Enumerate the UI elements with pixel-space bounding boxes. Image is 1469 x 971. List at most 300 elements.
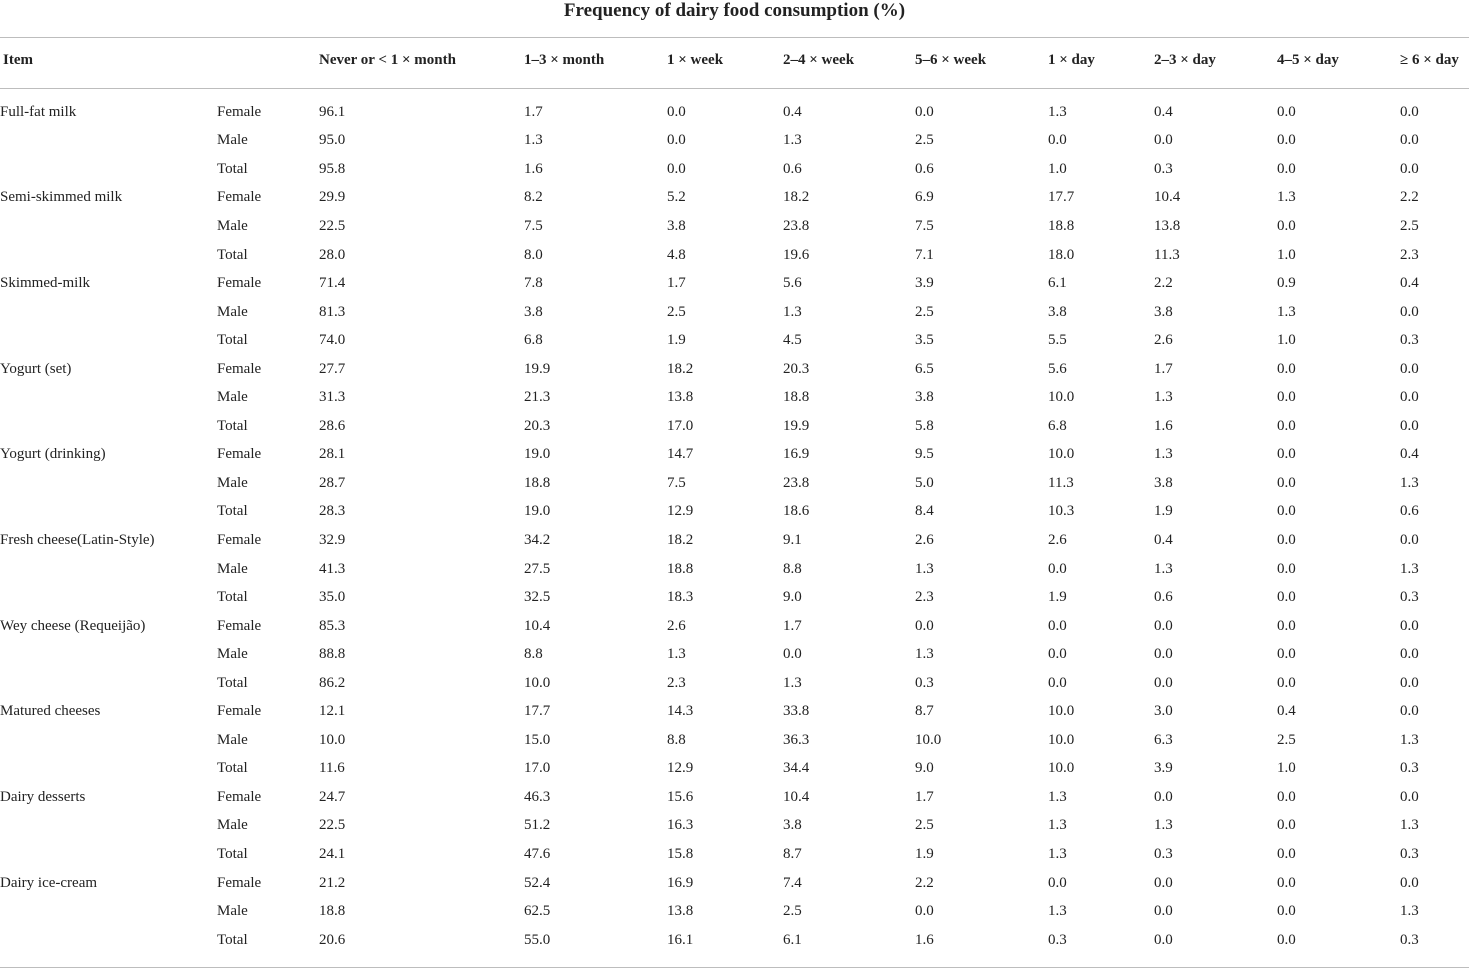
table-row [0, 241, 1469, 270]
table-row [0, 498, 1469, 527]
item-name [0, 155, 217, 184]
value-cell: 0.0 [1400, 703, 1419, 720]
value-cell: 16.9 [667, 874, 694, 891]
value-cell: 0.3 [915, 674, 934, 691]
value-cell: 18.2 [667, 531, 694, 548]
sex-label: Female [217, 189, 262, 206]
value-cell: 1.6 [524, 160, 543, 177]
value-cell: 1.0 [1048, 160, 1067, 177]
value-cell: 18.8 [319, 903, 346, 920]
table-row [0, 526, 1469, 555]
table-row [0, 184, 1469, 213]
item-name [0, 897, 217, 926]
sex-label: Total [217, 160, 248, 177]
item-name [0, 755, 217, 784]
value-cell: 2.2 [1154, 275, 1173, 292]
value-cell: 0.4 [1400, 446, 1419, 463]
value-cell: 2.5 [1400, 217, 1419, 234]
value-cell: 0.0 [1400, 674, 1419, 691]
value-cell: 16.1 [667, 931, 694, 948]
value-cell: 0.0 [915, 903, 934, 920]
table-row [0, 812, 1469, 841]
value-cell: 1.7 [915, 788, 934, 805]
consumption-table [0, 98, 1469, 954]
table-row [0, 155, 1469, 184]
table-row [0, 926, 1469, 955]
value-cell: 1.9 [1048, 589, 1067, 606]
item-name: Wey cheese (Requeijão) [0, 617, 146, 634]
value-cell: 12.9 [667, 503, 694, 520]
table-row [0, 697, 1469, 726]
value-cell: 6.1 [1048, 275, 1067, 292]
item-name: Yogurt (drinking) [0, 446, 106, 463]
value-cell: 1.3 [783, 674, 802, 691]
item-name: Dairy ice-cream [0, 874, 98, 891]
sex-label: Female [217, 703, 262, 720]
value-cell: 0.0 [1048, 646, 1067, 663]
value-cell: 24.7 [319, 788, 346, 805]
value-cell: 6.8 [1048, 417, 1067, 434]
value-cell: 18.2 [667, 360, 694, 377]
value-cell: 0.0 [1277, 646, 1296, 663]
value-cell: 0.0 [1400, 303, 1419, 320]
item-name [0, 583, 217, 612]
value-cell: 28.3 [319, 503, 346, 520]
value-cell: 17.0 [667, 417, 694, 434]
value-cell: 1.3 [1400, 817, 1419, 834]
value-cell: 8.8 [667, 731, 686, 748]
table-row [0, 726, 1469, 755]
value-cell: 0.0 [915, 103, 934, 120]
value-cell: 18.8 [667, 560, 694, 577]
value-cell: 0.6 [1154, 589, 1173, 606]
value-cell: 0.0 [1277, 474, 1296, 491]
value-cell: 9.0 [783, 589, 802, 606]
value-cell: 35.0 [319, 589, 346, 606]
value-cell: 0.0 [667, 103, 686, 120]
sex-label: Male [217, 474, 248, 491]
value-cell: 17.7 [524, 703, 551, 720]
value-cell: 10.0 [1048, 760, 1075, 777]
value-cell: 19.0 [524, 503, 551, 520]
value-cell: 1.3 [1048, 903, 1067, 920]
value-cell: 1.3 [1048, 817, 1067, 834]
value-cell: 18.3 [667, 589, 694, 606]
value-cell: 6.1 [783, 931, 802, 948]
value-cell: 0.0 [1277, 617, 1296, 634]
value-cell: 21.3 [524, 389, 551, 406]
value-cell: 7.4 [783, 874, 802, 891]
value-cell: 6.3 [1154, 731, 1173, 748]
table-row [0, 783, 1469, 812]
item-name: Skimmed-milk [0, 275, 90, 292]
value-cell: 0.0 [1400, 617, 1419, 634]
value-cell: 0.0 [1400, 788, 1419, 805]
value-cell: 0.0 [1277, 503, 1296, 520]
value-cell: 0.0 [1277, 589, 1296, 606]
value-cell: 0.0 [667, 160, 686, 177]
sex-label: Total [217, 845, 248, 862]
value-cell: 1.0 [1277, 246, 1296, 263]
value-cell: 0.0 [783, 646, 802, 663]
table-row [0, 840, 1469, 869]
table-title: Frequency of dairy food consumption (%) [563, 0, 906, 21]
table-header [0, 50, 1469, 74]
value-cell: 10.0 [915, 731, 942, 748]
value-cell: 0.0 [1154, 788, 1173, 805]
value-cell: 3.8 [667, 217, 686, 234]
value-cell: 12.1 [319, 703, 346, 720]
value-cell: 18.8 [524, 474, 551, 491]
value-cell: 8.4 [915, 503, 934, 520]
value-cell: 1.3 [915, 646, 934, 663]
header-5-6-week: 5–6 × week [915, 52, 987, 68]
value-cell: 0.0 [1400, 389, 1419, 406]
value-cell: 15.6 [667, 788, 694, 805]
value-cell: 1.3 [1400, 560, 1419, 577]
table-row [0, 669, 1469, 698]
bottom-rule [0, 967, 1469, 968]
value-cell: 20.3 [783, 360, 810, 377]
value-cell: 86.2 [319, 674, 346, 691]
item-name [0, 469, 217, 498]
value-cell: 1.3 [1277, 303, 1296, 320]
item-name [0, 640, 217, 669]
table-row [0, 612, 1469, 641]
value-cell: 10.0 [1048, 731, 1075, 748]
value-cell: 1.3 [783, 132, 802, 149]
value-cell: 3.5 [915, 332, 934, 349]
value-cell: 0.0 [1277, 160, 1296, 177]
value-cell: 11.3 [1154, 246, 1180, 263]
value-cell: 11.3 [1048, 474, 1074, 491]
table-row [0, 98, 1469, 127]
table-row [0, 897, 1469, 926]
value-cell: 2.5 [915, 303, 934, 320]
header-2-4-week: 2–4 × week [783, 52, 855, 68]
value-cell: 1.7 [524, 103, 543, 120]
value-cell: 0.0 [1154, 874, 1173, 891]
value-cell: 2.6 [1154, 332, 1173, 349]
value-cell: 0.0 [1277, 560, 1296, 577]
value-cell: 20.3 [524, 417, 551, 434]
value-cell: 1.3 [1400, 731, 1419, 748]
value-cell: 10.4 [1154, 189, 1181, 206]
value-cell: 1.3 [1400, 903, 1419, 920]
value-cell: 0.0 [1154, 617, 1173, 634]
value-cell: 33.8 [783, 703, 810, 720]
header-1-week: 1 × week [667, 52, 724, 68]
value-cell: 9.1 [783, 531, 802, 548]
sex-label: Total [217, 931, 248, 948]
sex-label: Female [217, 788, 262, 805]
sex-label: Total [217, 760, 248, 777]
value-cell: 19.9 [524, 360, 551, 377]
value-cell: 2.5 [783, 903, 802, 920]
value-cell: 0.0 [1277, 931, 1296, 948]
value-cell: 0.0 [1277, 903, 1296, 920]
value-cell: 96.1 [319, 103, 346, 120]
header-never: Never or < 1 × month [319, 52, 456, 68]
item-name [0, 926, 217, 955]
value-cell: 7.5 [667, 474, 686, 491]
table-row [0, 212, 1469, 241]
table-row [0, 869, 1469, 898]
value-cell: 0.0 [1154, 931, 1173, 948]
value-cell: 0.0 [1154, 646, 1173, 663]
value-cell: 19.0 [524, 446, 551, 463]
sex-label: Total [217, 503, 248, 520]
item-name [0, 383, 217, 412]
value-cell: 0.9 [1277, 275, 1296, 292]
item-name [0, 241, 217, 270]
value-cell: 0.0 [1277, 103, 1296, 120]
value-cell: 52.4 [524, 874, 551, 891]
value-cell: 14.3 [667, 703, 694, 720]
value-cell: 62.5 [524, 903, 551, 920]
value-cell: 18.8 [783, 389, 810, 406]
value-cell: 0.3 [1400, 760, 1419, 777]
value-cell: 24.1 [319, 845, 346, 862]
item-name: Yogurt (set) [0, 360, 72, 377]
value-cell: 41.3 [319, 560, 346, 577]
value-cell: 0.0 [1277, 874, 1296, 891]
value-cell: 7.5 [915, 217, 934, 234]
sex-label: Total [217, 246, 248, 263]
item-name [0, 812, 217, 841]
value-cell: 0.3 [1154, 845, 1173, 862]
value-cell: 0.0 [1400, 103, 1419, 120]
value-cell: 10.0 [1048, 389, 1075, 406]
value-cell: 0.4 [783, 103, 802, 120]
value-cell: 2.5 [667, 303, 686, 320]
value-cell: 10.0 [1048, 703, 1075, 720]
value-cell: 0.0 [1277, 817, 1296, 834]
value-cell: 0.0 [1277, 788, 1296, 805]
value-cell: 1.3 [915, 560, 934, 577]
value-cell: 6.9 [915, 189, 934, 206]
value-cell: 95.0 [319, 132, 346, 149]
value-cell: 0.0 [1048, 674, 1067, 691]
sex-label: Total [217, 332, 248, 349]
table-row [0, 412, 1469, 441]
value-cell: 88.8 [319, 646, 346, 663]
item-name [0, 212, 217, 241]
value-cell: 0.0 [1400, 417, 1419, 434]
value-cell: 51.2 [524, 817, 551, 834]
sex-label: Male [217, 817, 248, 834]
value-cell: 22.5 [319, 817, 346, 834]
value-cell: 0.0 [1277, 446, 1296, 463]
item-name: Matured cheeses [0, 703, 101, 720]
item-name: Fresh cheese(Latin-Style) [0, 531, 155, 548]
table-row [0, 555, 1469, 584]
value-cell: 4.5 [783, 332, 802, 349]
value-cell: 7.8 [524, 275, 543, 292]
value-cell: 10.0 [524, 674, 551, 691]
value-cell: 0.3 [1154, 160, 1173, 177]
value-cell: 2.6 [667, 617, 686, 634]
sex-label: Male [217, 217, 248, 234]
value-cell: 34.2 [524, 531, 551, 548]
value-cell: 7.1 [915, 246, 934, 263]
item-name [0, 669, 217, 698]
value-cell: 1.3 [524, 132, 543, 149]
header-2-3-day: 2–3 × day [1154, 52, 1216, 68]
value-cell: 8.8 [783, 560, 802, 577]
value-cell: 20.6 [319, 931, 346, 948]
value-cell: 2.6 [915, 531, 934, 548]
value-cell: 6.8 [524, 332, 543, 349]
value-cell: 0.0 [915, 617, 934, 634]
value-cell: 0.0 [1048, 874, 1067, 891]
value-cell: 1.0 [1277, 760, 1296, 777]
value-cell: 8.0 [524, 246, 543, 263]
sex-label: Male [217, 389, 248, 406]
value-cell: 5.6 [783, 275, 802, 292]
header-1-day: 1 × day [1048, 52, 1095, 68]
value-cell: 4.8 [667, 246, 686, 263]
table-row [0, 640, 1469, 669]
sex-label: Male [217, 646, 248, 663]
value-cell: 18.8 [1048, 217, 1075, 234]
value-cell: 0.0 [667, 132, 686, 149]
value-cell: 1.3 [1154, 389, 1173, 406]
value-cell: 47.6 [524, 845, 551, 862]
value-cell: 34.4 [783, 760, 810, 777]
value-cell: 36.3 [783, 731, 810, 748]
value-cell: 1.3 [1277, 189, 1296, 206]
value-cell: 1.3 [1400, 474, 1419, 491]
value-cell: 8.7 [783, 845, 802, 862]
value-cell: 3.9 [915, 275, 934, 292]
value-cell: 28.7 [319, 474, 346, 491]
value-cell: 2.3 [1400, 246, 1419, 263]
value-cell: 0.0 [1154, 674, 1173, 691]
value-cell: 1.9 [915, 845, 934, 862]
value-cell: 3.8 [1048, 303, 1067, 320]
value-cell: 1.3 [1154, 446, 1173, 463]
value-cell: 27.5 [524, 560, 551, 577]
value-cell: 19.9 [783, 417, 810, 434]
value-cell: 18.0 [1048, 246, 1075, 263]
value-cell: 0.0 [1400, 646, 1419, 663]
value-cell: 0.3 [1400, 332, 1419, 349]
value-cell: 0.3 [1048, 931, 1067, 948]
value-cell: 0.0 [1048, 617, 1067, 634]
table-row [0, 355, 1469, 384]
value-cell: 55.0 [524, 931, 551, 948]
table-body [0, 98, 1469, 954]
value-cell: 0.0 [1277, 674, 1296, 691]
value-cell: 6.5 [915, 360, 934, 377]
value-cell: 10.4 [783, 788, 810, 805]
header-rule [0, 88, 1469, 89]
value-cell: 1.9 [1154, 503, 1173, 520]
sex-label: Female [217, 446, 262, 463]
value-cell: 0.3 [1400, 845, 1419, 862]
value-cell: 13.8 [667, 903, 694, 920]
value-cell: 2.3 [667, 674, 686, 691]
value-cell: 18.2 [783, 189, 810, 206]
value-cell: 17.0 [524, 760, 551, 777]
sex-label: Total [217, 589, 248, 606]
value-cell: 0.0 [1154, 132, 1173, 149]
value-cell: 10.3 [1048, 503, 1075, 520]
value-cell: 16.3 [667, 817, 694, 834]
value-cell: 1.3 [1048, 845, 1067, 862]
value-cell: 0.4 [1154, 103, 1173, 120]
value-cell: 23.8 [783, 474, 810, 491]
value-cell: 0.0 [1400, 531, 1419, 548]
table-row [0, 298, 1469, 327]
header-4-5-day: 4–5 × day [1277, 52, 1339, 68]
value-cell: 1.3 [1048, 788, 1067, 805]
value-cell: 9.0 [915, 760, 934, 777]
item-name [0, 326, 217, 355]
value-cell: 9.5 [915, 446, 934, 463]
value-cell: 10.0 [319, 731, 346, 748]
value-cell: 2.5 [915, 132, 934, 149]
value-cell: 0.0 [1400, 360, 1419, 377]
table-row [0, 127, 1469, 156]
value-cell: 12.9 [667, 760, 694, 777]
table-row [0, 469, 1469, 498]
item-name [0, 498, 217, 527]
value-cell: 13.8 [1154, 217, 1181, 234]
value-cell: 21.2 [319, 874, 346, 891]
value-cell: 1.3 [1154, 560, 1173, 577]
value-cell: 0.0 [1048, 560, 1067, 577]
value-cell: 0.4 [1400, 275, 1419, 292]
table-row [0, 383, 1469, 412]
item-name [0, 127, 217, 156]
value-cell: 1.3 [1154, 817, 1173, 834]
value-cell: 1.9 [667, 332, 686, 349]
value-cell: 18.6 [783, 503, 810, 520]
table-row [0, 326, 1469, 355]
value-cell: 27.7 [319, 360, 346, 377]
value-cell: 13.8 [667, 389, 694, 406]
value-cell: 1.3 [1048, 103, 1067, 120]
table-row [0, 583, 1469, 612]
item-name [0, 726, 217, 755]
value-cell: 46.3 [524, 788, 551, 805]
sex-label: Female [217, 531, 262, 548]
value-cell: 0.3 [1400, 931, 1419, 948]
value-cell: 10.0 [1048, 446, 1075, 463]
value-cell: 2.2 [1400, 189, 1419, 206]
table-row [0, 269, 1469, 298]
sex-label: Female [217, 103, 262, 120]
value-cell: 3.8 [1154, 303, 1173, 320]
value-cell: 28.0 [319, 246, 346, 263]
value-cell: 3.8 [524, 303, 543, 320]
table-row [0, 441, 1469, 470]
item-name: Full-fat milk [0, 103, 77, 120]
value-cell: 0.0 [1400, 160, 1419, 177]
value-cell: 7.5 [524, 217, 543, 234]
value-cell: 19.6 [783, 246, 810, 263]
sex-label: Total [217, 417, 248, 434]
value-cell: 3.8 [915, 389, 934, 406]
value-cell: 74.0 [319, 332, 346, 349]
value-cell: 1.3 [783, 303, 802, 320]
table-row [0, 755, 1469, 784]
value-cell: 0.6 [783, 160, 802, 177]
value-cell: 11.6 [319, 760, 345, 777]
value-cell: 28.6 [319, 417, 346, 434]
